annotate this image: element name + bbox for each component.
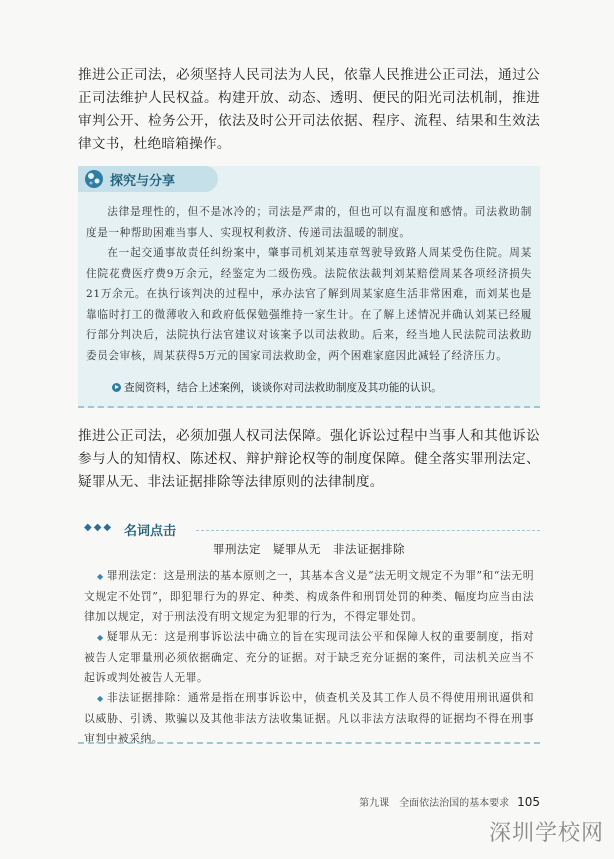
glossary-item-text: 罪刑法定：这是刑法的基本原则之一，其基本含义是“法无明文规定不为罪”和“法无明文规定不处罚”，即犯罪行为的界定、种类、构成条件和刑罚处罚的种类、幅度均应当由法律加以规定，对于刑法没有明文规定为犯罪的行为，不得定罪处罚。 (84, 569, 535, 623)
paragraph-human-rights: 推进公正司法，必须加强人权司法保障。强化诉讼过程中当事人和其他诉讼参与人的知情权、陈述权、辩护辩论权等的制度保障。健全落实罪刑法定、疑罪从无、非法证据排除等法律原则的法律制度。 (78, 428, 540, 490)
glossary-item (84, 627, 534, 688)
glossary-body (84, 566, 534, 749)
explore-task-text: 查阅资料，结合上述案例，谈谈你对司法救助制度及其功能的认识。 (124, 382, 442, 394)
glossary-title: 名词点击 (124, 524, 177, 539)
explore-paragraph: 法律是理性的，但不是冰冷的；司法是严肃的，但也可以有温度和感情。司法救助制度是一种帮助困难当事人、实现权利救济、传递司法温暖的制度。 (86, 206, 532, 239)
arrow-bullet-icon (112, 383, 121, 392)
diamond-icon: ◆◆◆ (84, 522, 114, 533)
diamond-bullet-icon: ◆ (96, 694, 104, 703)
watermark: 深圳学校网 (488, 821, 604, 846)
paragraph-judicial-justice: 推进公正司法，必须坚持人民司法为人民，依靠人民推进公正司法，通过公正司法维护人民权益。构建开放、动态、透明、便民的阳光司法机制，推进审判公开、检务公开，依法及时公开司法依据、程序、流程、结果和生效法律文书，杜绝暗箱操作。 (78, 67, 540, 152)
diamond-bullet-icon: ◆ (96, 572, 104, 581)
divider (196, 530, 540, 531)
glossary-header (78, 520, 540, 540)
chapter-title: 第九课 全面依法治国的基本要求 (359, 798, 510, 809)
explore-share-title: 探究与分享 (110, 174, 176, 189)
explore-task (112, 380, 532, 395)
diamond-bullet-icon: ◆ (96, 633, 104, 642)
glossary-subtitle: 罪刑法定 疑罪从无 非法证据排除 (213, 542, 405, 556)
page-footer (330, 794, 540, 809)
glossary-item-text: 非法证据排除：通常是指在刑事诉讼中，侦查机关及其工作人员不得使用刑讯逼供和以威胁、引诱、欺骗以及其他非法方法收集证据。凡以非法方法取得的证据均不得在刑事审判中被采纳。 (84, 691, 535, 745)
explore-share-box (78, 166, 540, 408)
divider (78, 742, 540, 744)
explore-share-body (86, 202, 532, 366)
page-number: 105 (517, 795, 540, 809)
glossary-item-text: 疑罪从无：这是刑事诉讼法中确立的旨在实现司法公平和保障人权的重要制度，指对被告人定罪量刑必须依据确定、充分的证据。对于缺乏充分证据的案件，司法机关应当不起诉或判处被告人无罪。 (84, 630, 535, 684)
glossary-item (84, 688, 534, 749)
globe-icon (84, 169, 104, 189)
explore-paragraph: 在一起交通事故责任纠纷案中，肇事司机刘某违章驾驶导致路人周某受伤住院。周某住院花费医疗费9万余元，经鉴定为二级伤残。法院依法裁判刘某赔偿周某各项经济损失21万余元。在执行该判决的过程中，承办法官了解到周某家庭生活非常困难，而刘某也是靠临时打工的微薄收入和政府低保勉强维持一家生计。在了解上述情况并确认刘某已经履行部分判决后，法院执行法官建议对该案予以司法救助。后来，经当地人民法院司法救助委员会审核，周某获得5万元的国家司法救助金，两个困难家庭因此减轻了经济压力。 (86, 247, 532, 362)
explore-share-tag (78, 166, 218, 192)
glossary-item (84, 566, 534, 627)
